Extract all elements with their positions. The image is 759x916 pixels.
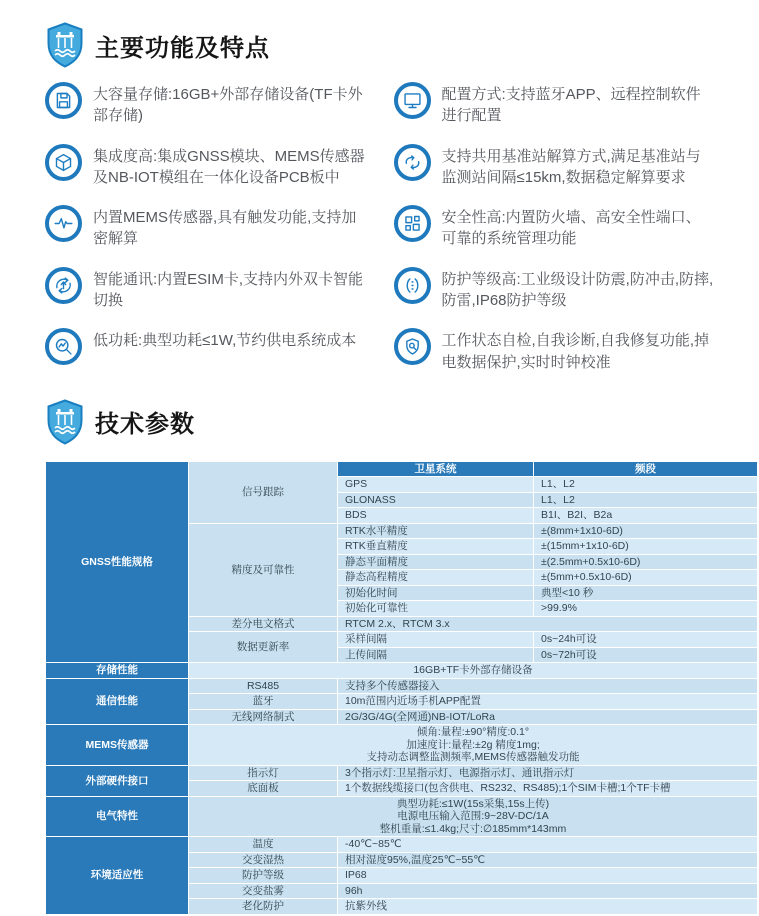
blocks-icon [394, 205, 431, 242]
cube-icon [45, 144, 82, 181]
value-cell: -40℃~85℃ [338, 837, 758, 853]
feature-text: 工作状态自检,自我诊断,自我修复功能,掉电数据保护,实时时钟校准 [441, 332, 710, 371]
value-cell: 16GB+TF卡外部存储设备 [189, 663, 758, 679]
value-cell: 2G/3G/4G(全网通)NB-IOT/LoRa [338, 709, 758, 725]
param-cell: 采样间隔 [338, 632, 534, 648]
param-cell: 交变盐雾 [189, 883, 338, 899]
specs-section-header [0, 373, 759, 445]
table-row [46, 837, 758, 853]
feature-item-integration [45, 144, 366, 189]
spec-table [45, 461, 758, 915]
category-cell: 外部硬件接口 [46, 765, 189, 796]
feature-item-storage [45, 82, 366, 127]
value-cell: ±(5mm+0.5x10-6D) [534, 570, 758, 586]
value-cell [189, 725, 758, 766]
category-cell: 电气特性 [46, 796, 189, 837]
dam-shield-icon [45, 399, 85, 445]
column-header-band: 频段 [534, 461, 758, 477]
features-section-title: 主要功能及特点 [95, 34, 270, 62]
feature-item-base-station [394, 144, 715, 189]
feature-item-esim [45, 267, 366, 312]
value-cell: 10m范围内近场手机APP配置 [338, 694, 758, 710]
subcategory-cell: 信号跟踪 [189, 461, 338, 523]
feature-column-left [45, 82, 366, 373]
feature-text: 支持共用基准站解算方式,满足基准站与监测站间隔≤15km,数据稳定解算要求 [441, 147, 701, 186]
param-cell: 蓝牙 [189, 694, 338, 710]
param-cell: 温度 [189, 837, 338, 853]
shared-base-icon [394, 144, 431, 181]
param-cell: RS485 [189, 678, 338, 694]
value-cell: ±(15mm+1x10-6D) [534, 539, 758, 555]
value-cell: 0s~24h可设 [534, 632, 758, 648]
feature-text: 安全性高:内置防火墙、高安全性端口、可靠的系统管理功能 [441, 209, 701, 248]
low-power-icon [45, 328, 82, 365]
value-cell: 相对湿度95%,温度25℃~55℃ [338, 852, 758, 868]
value-cell: L1、L2 [534, 477, 758, 493]
category-cell: MEMS传感器 [46, 725, 189, 766]
param-cell: BDS [338, 508, 534, 524]
table-row [46, 678, 758, 694]
feature-item-self-check [394, 328, 715, 373]
value-cell: RTCM 2.x、RTCM 3.x [338, 616, 758, 632]
storage-icon [45, 82, 82, 119]
category-cell: GNSS性能规格 [46, 461, 189, 663]
feature-grid [45, 82, 714, 373]
value-cell: 0s~72h可设 [534, 647, 758, 663]
param-cell: 上传间隔 [338, 647, 534, 663]
category-cell: 存储性能 [46, 663, 189, 679]
param-cell: GPS [338, 477, 534, 493]
feature-item-protection [394, 267, 715, 312]
feature-text: 集成度高:集成GNSS模块、MEMS传感器及NB-IOT模组在一体化设备PCB板中 [93, 147, 365, 186]
value-cell: IP68 [338, 868, 758, 884]
value-cell: 96h [338, 883, 758, 899]
feature-text: 防护等级高:工业级设计防震,防冲击,防摔,防雷,IP68防护等级 [441, 270, 714, 310]
param-cell: 初始化可靠性 [338, 601, 534, 617]
category-cell: 通信性能 [46, 678, 189, 725]
value-cell [189, 796, 758, 837]
table-row [46, 461, 758, 477]
category-cell: 环境适应性 [46, 837, 189, 915]
dam-shield-icon [45, 22, 85, 68]
subcategory-cell: 数据更新率 [189, 632, 338, 663]
value-cell: 典型<10 秒 [534, 585, 758, 601]
param-cell: GLONASS [338, 492, 534, 508]
value-cell: ±(8mm+1x10-6D) [534, 523, 758, 539]
feature-item-low-power [45, 328, 366, 365]
mems-line: 加速度计:量程:±2g 精度1mg; [406, 738, 540, 751]
feature-text: 配置方式:支持蓝牙APP、远程控制软件进行配置 [441, 86, 701, 125]
feature-column-right [394, 82, 715, 373]
param-cell: 初始化时间 [338, 585, 534, 601]
param-cell: 底面板 [189, 781, 338, 797]
feature-item-config [394, 82, 715, 127]
subcategory-cell: 精度及可靠性 [189, 523, 338, 616]
value-cell: B1I、B2I、B2a [534, 508, 758, 524]
param-cell: RTK垂直精度 [338, 539, 534, 555]
table-row [46, 725, 758, 766]
features-section-header [0, 0, 759, 68]
param-cell: 静态高程精度 [338, 570, 534, 586]
feature-text: 大容量存储:16GB+外部存储设备(TF卡外部存储) [93, 86, 363, 125]
monitor-icon [394, 82, 431, 119]
electrical-line: 典型功耗:≤1W(15s采集,15s上传) [396, 797, 550, 810]
value-cell: ±(2.5mm+0.5x10-6D) [534, 554, 758, 570]
value-cell: 抗紫外线 [338, 899, 758, 915]
self-check-icon [394, 328, 431, 365]
feature-text: 低功耗:典型功耗≤1W,节约供电系统成本 [93, 332, 357, 350]
electrical-line: 整机重量:≤1.4kg;尺寸:∅185mm*143mm [379, 822, 567, 835]
specs-section-title: 技术参数 [95, 411, 195, 439]
value-cell: >99.9% [534, 601, 758, 617]
table-row [46, 663, 758, 679]
feature-item-mems [45, 205, 366, 250]
param-cell: 静态平面精度 [338, 554, 534, 570]
sim-swap-icon [45, 267, 82, 304]
table-row [46, 765, 758, 781]
mems-line: 支持动态调整监测频率,MEMS传感器触发功能 [366, 751, 580, 764]
param-cell: 老化防护 [189, 899, 338, 915]
feature-item-security [394, 205, 715, 250]
feature-text: 智能通讯:内置ESIM卡,支持内外双卡智能切换 [93, 270, 364, 310]
param-cell: RTK水平精度 [338, 523, 534, 539]
mems-line: 倾角:量程:±90°精度:0.1° [416, 726, 530, 739]
value-cell: L1、L2 [534, 492, 758, 508]
value-cell: 支持多个传感器接入 [338, 678, 758, 694]
shockproof-icon [394, 267, 431, 304]
value-cell: 1个数据线缆接口(包含供电、RS232、RS485);1个SIM卡槽;1个TF卡槽 [338, 781, 758, 797]
param-cell: 指示灯 [189, 765, 338, 781]
param-cell: 交变湿热 [189, 852, 338, 868]
table-row [46, 796, 758, 837]
param-cell: 无线网络制式 [189, 709, 338, 725]
value-cell: 3个指示灯:卫星指示灯、电源指示灯、通讯指示灯 [338, 765, 758, 781]
subcategory-cell: 差分电文格式 [189, 616, 338, 632]
param-cell: 防护等级 [189, 868, 338, 884]
pulse-icon [45, 205, 82, 242]
column-header-satellite: 卫星系统 [338, 461, 534, 477]
feature-text: 内置MEMS传感器,具有触发功能,支持加密解算 [93, 209, 357, 248]
electrical-line: 电源电压输入范围:9~28V-DC/1A [397, 810, 549, 823]
